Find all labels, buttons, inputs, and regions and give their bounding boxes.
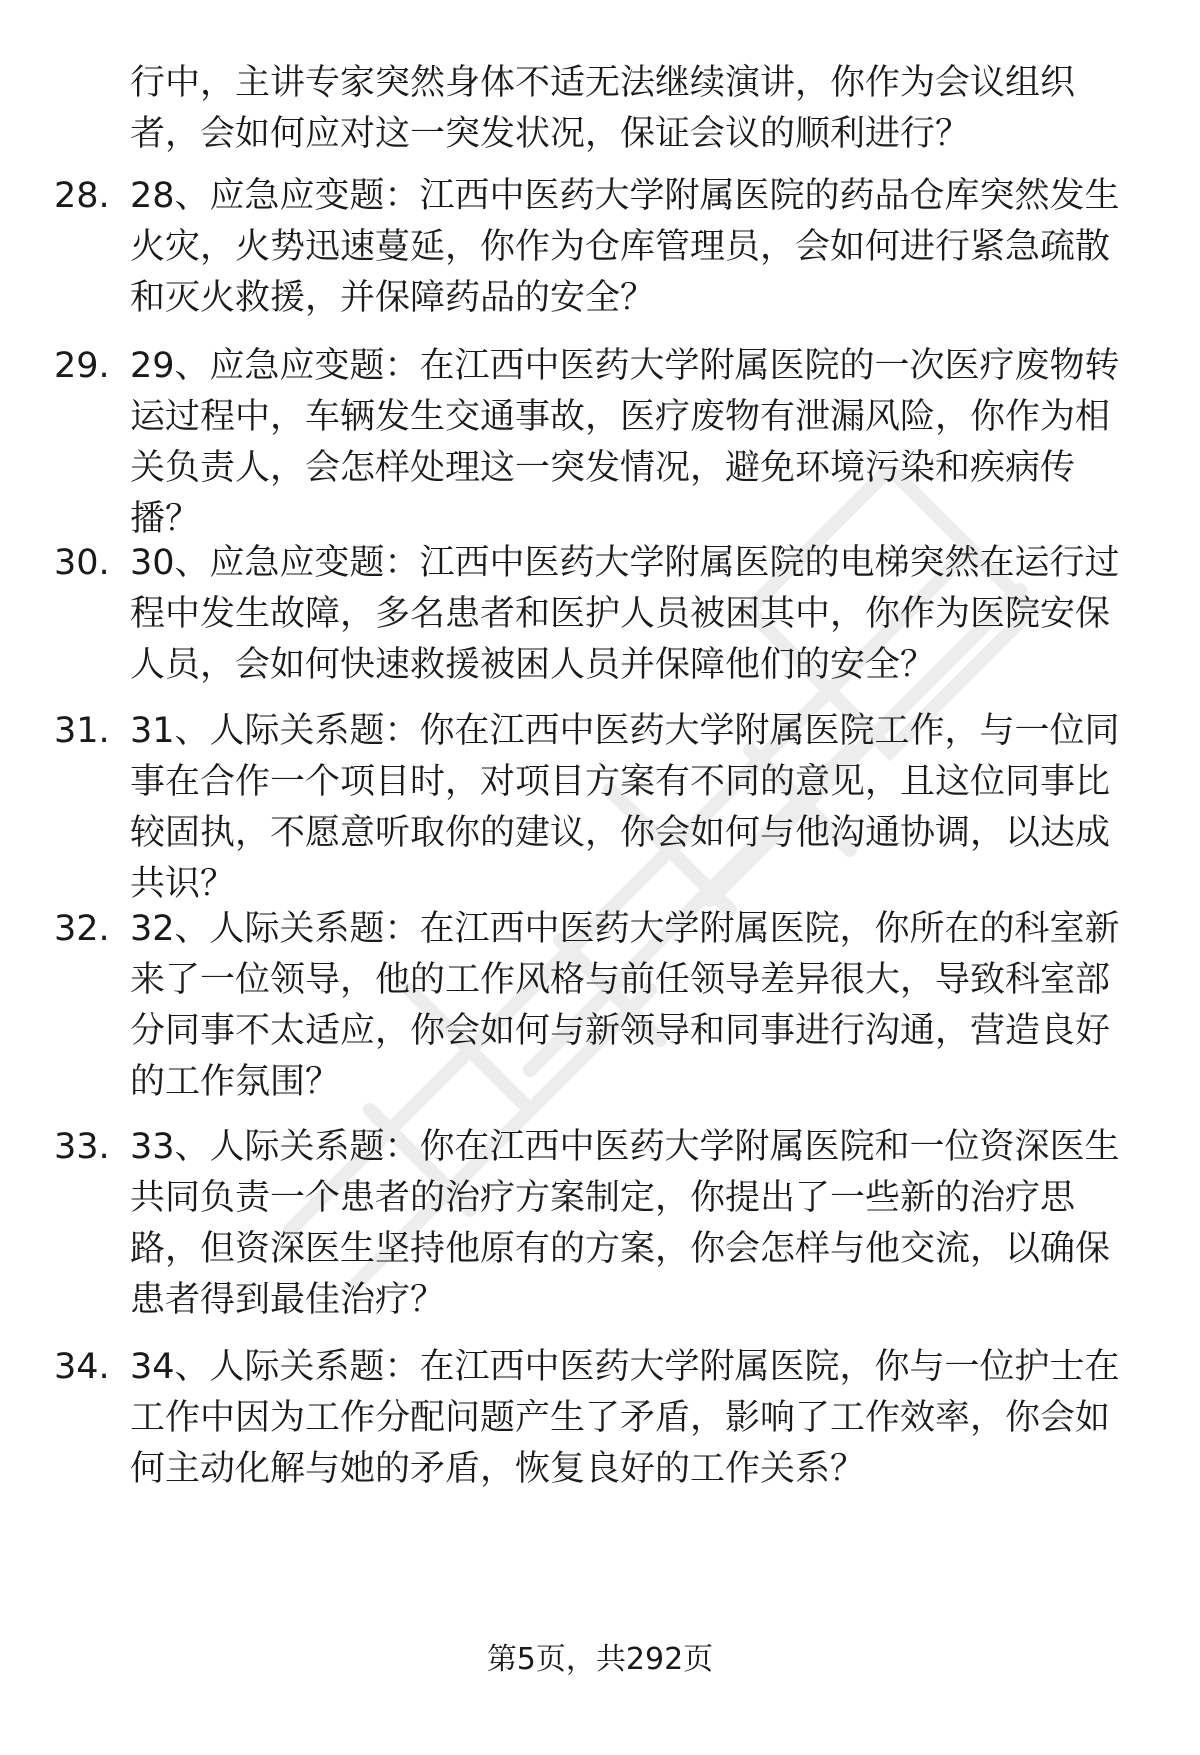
- page-footer: 第5页，共292页: [486, 1642, 714, 1677]
- list-item-text: 30、应急应变题：江西中医药大学附属医院的电梯突然在运行过程中发生故障，多名患者和医护人员被困其中，你作为医院安保人员，会如何快速救援被困人员并保障他们的安全？: [130, 543, 1120, 685]
- list-item-text: 34、人际关系题：在江西中医药大学附属医院，你与一位护士在工作中因为工作分配问题产生了矛盾，影响了工作效率，你会如何主动化解与她的矛盾，恢复良好的工作关系？: [130, 1347, 1120, 1489]
- continued-question-text: 行中，主讲专家突然身体不适无法继续演讲，你作为会议组织者，会如何应对这一突发状况，保证会议的顺利进行？: [130, 63, 1076, 154]
- list-item-text: 28、应急应变题：江西中医药大学附属医院的药品仓库突然发生火灾，火势迅速蔓延，你作为仓库管理员，会如何进行紧急疏散和灭火救援，并保障药品的安全？: [130, 176, 1120, 318]
- list-item-number: 34.: [54, 1347, 110, 1387]
- list-item-text: 32、人际关系题：在江西中医药大学附属医院，你所在的科室新来了一位领导，他的工作风格与前任领导差异很大，导致科室部分同事不太适应，你会如何与新领导和同事进行沟通，营造良好的工作氛围？: [130, 909, 1120, 1102]
- list-item-number: 33.: [54, 1127, 110, 1167]
- list-item-number: 31.: [54, 711, 110, 751]
- list-item-text: 29、应急应变题：在江西中医药大学附属医院的一次医疗废物转运过程中，车辆发生交通事故，医疗废物有泄漏风险，你作为相关负责人，会怎样处理这一突发情况，避免环境污染和疾病传播？: [130, 346, 1120, 539]
- list-item-text: 31、人际关系题：你在江西中医药大学附属医院工作，与一位同事在合作一个项目时，对项目方案有不同的意见，且这位同事比较固执，不愿意听取你的建议，你会如何与他沟通协调，以达成共识？: [130, 711, 1120, 904]
- list-item-number: 30.: [54, 543, 110, 583]
- list-item-number: 28.: [54, 176, 110, 216]
- list-item-text: 33、人际关系题：你在江西中医药大学附属医院和一位资深医生共同负责一个患者的治疗方案制定，你提出了一些新的治疗思路，但资深医生坚持他原有的方案，你会怎样与他交流，以确保患者得到最佳治疗？: [130, 1127, 1120, 1320]
- list-item-number: 29.: [54, 346, 110, 386]
- list-item-number: 32.: [54, 909, 110, 949]
